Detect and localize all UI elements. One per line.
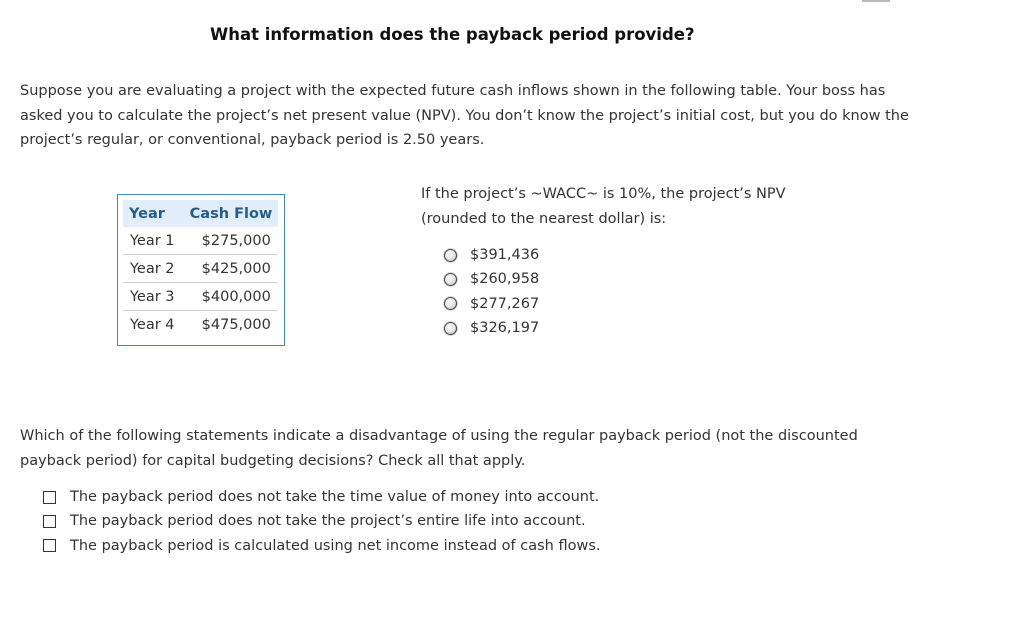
- disadvantage-option-3[interactable]: [43, 534, 601, 558]
- option-label: $391,436: [470, 247, 540, 264]
- table-row: [123, 255, 278, 283]
- npv-question: If the project’s ~WACC~ is 10%, the project’s NPV (rounded to the nearest dollar) is:: [421, 186, 786, 227]
- intro-paragraph: Suppose you are evaluating a project with the expected future cash inflows shown in the following table. Your boss has asked you to calculate the project’s net present value (NPV). You don’t know the project’s initial cost, but you do know the project’s regular, or conventional, payback period is 2.50 years.: [20, 83, 909, 148]
- radio-button[interactable]: [444, 322, 457, 335]
- option-label: $326,197: [470, 320, 540, 337]
- table-row: [123, 227, 278, 255]
- year-cell: Year 3: [123, 283, 178, 311]
- checkbox[interactable]: [43, 539, 56, 552]
- page-title: What information does the payback period provide?: [210, 25, 695, 44]
- header-cash-flow: Cash Flow: [178, 200, 278, 227]
- checkbox[interactable]: [43, 491, 56, 504]
- npv-option-1[interactable]: [444, 243, 539, 267]
- table-row: [123, 283, 278, 311]
- disadvantage-question: Which of the following statements indicate a disadvantage of using the regular payback period (not the discounted payback period) for capital budgeting decisions? Check all that apply.: [20, 428, 858, 469]
- table-row: [123, 311, 278, 339]
- npv-option-4[interactable]: [444, 316, 539, 340]
- radio-button[interactable]: [444, 249, 457, 262]
- cash-flow-table: [117, 194, 285, 346]
- cash-flow-cell: $275,000: [178, 227, 278, 255]
- top-edge-bar: [862, 0, 890, 2]
- year-cell: Year 2: [123, 255, 178, 283]
- cash-flow-cell: $400,000: [178, 283, 278, 311]
- option-label: The payback period does not take the time value of money into account.: [70, 489, 600, 506]
- year-cell: Year 4: [130, 316, 175, 333]
- option-label: $260,958: [470, 271, 540, 288]
- npv-option-2[interactable]: [444, 267, 539, 291]
- cash-flow-cell: $475,000: [201, 316, 271, 333]
- header-year: Year: [123, 200, 178, 227]
- radio-button[interactable]: [444, 297, 457, 310]
- year-cell: Year 1: [123, 227, 178, 255]
- option-label: The payback period does not take the project’s entire life into account.: [70, 513, 586, 530]
- disadvantage-option-1[interactable]: [43, 485, 601, 509]
- checkbox[interactable]: [43, 515, 56, 528]
- cash-flow-cell: $425,000: [178, 255, 278, 283]
- option-label: $277,267: [470, 295, 540, 312]
- table-header-row: [123, 200, 278, 227]
- option-label: The payback period is calculated using net income instead of cash flows.: [70, 537, 601, 554]
- npv-option-3[interactable]: [444, 292, 539, 316]
- radio-button[interactable]: [444, 273, 457, 286]
- disadvantage-options: [43, 485, 601, 558]
- npv-options: [444, 243, 539, 340]
- disadvantage-option-2[interactable]: [43, 509, 601, 533]
